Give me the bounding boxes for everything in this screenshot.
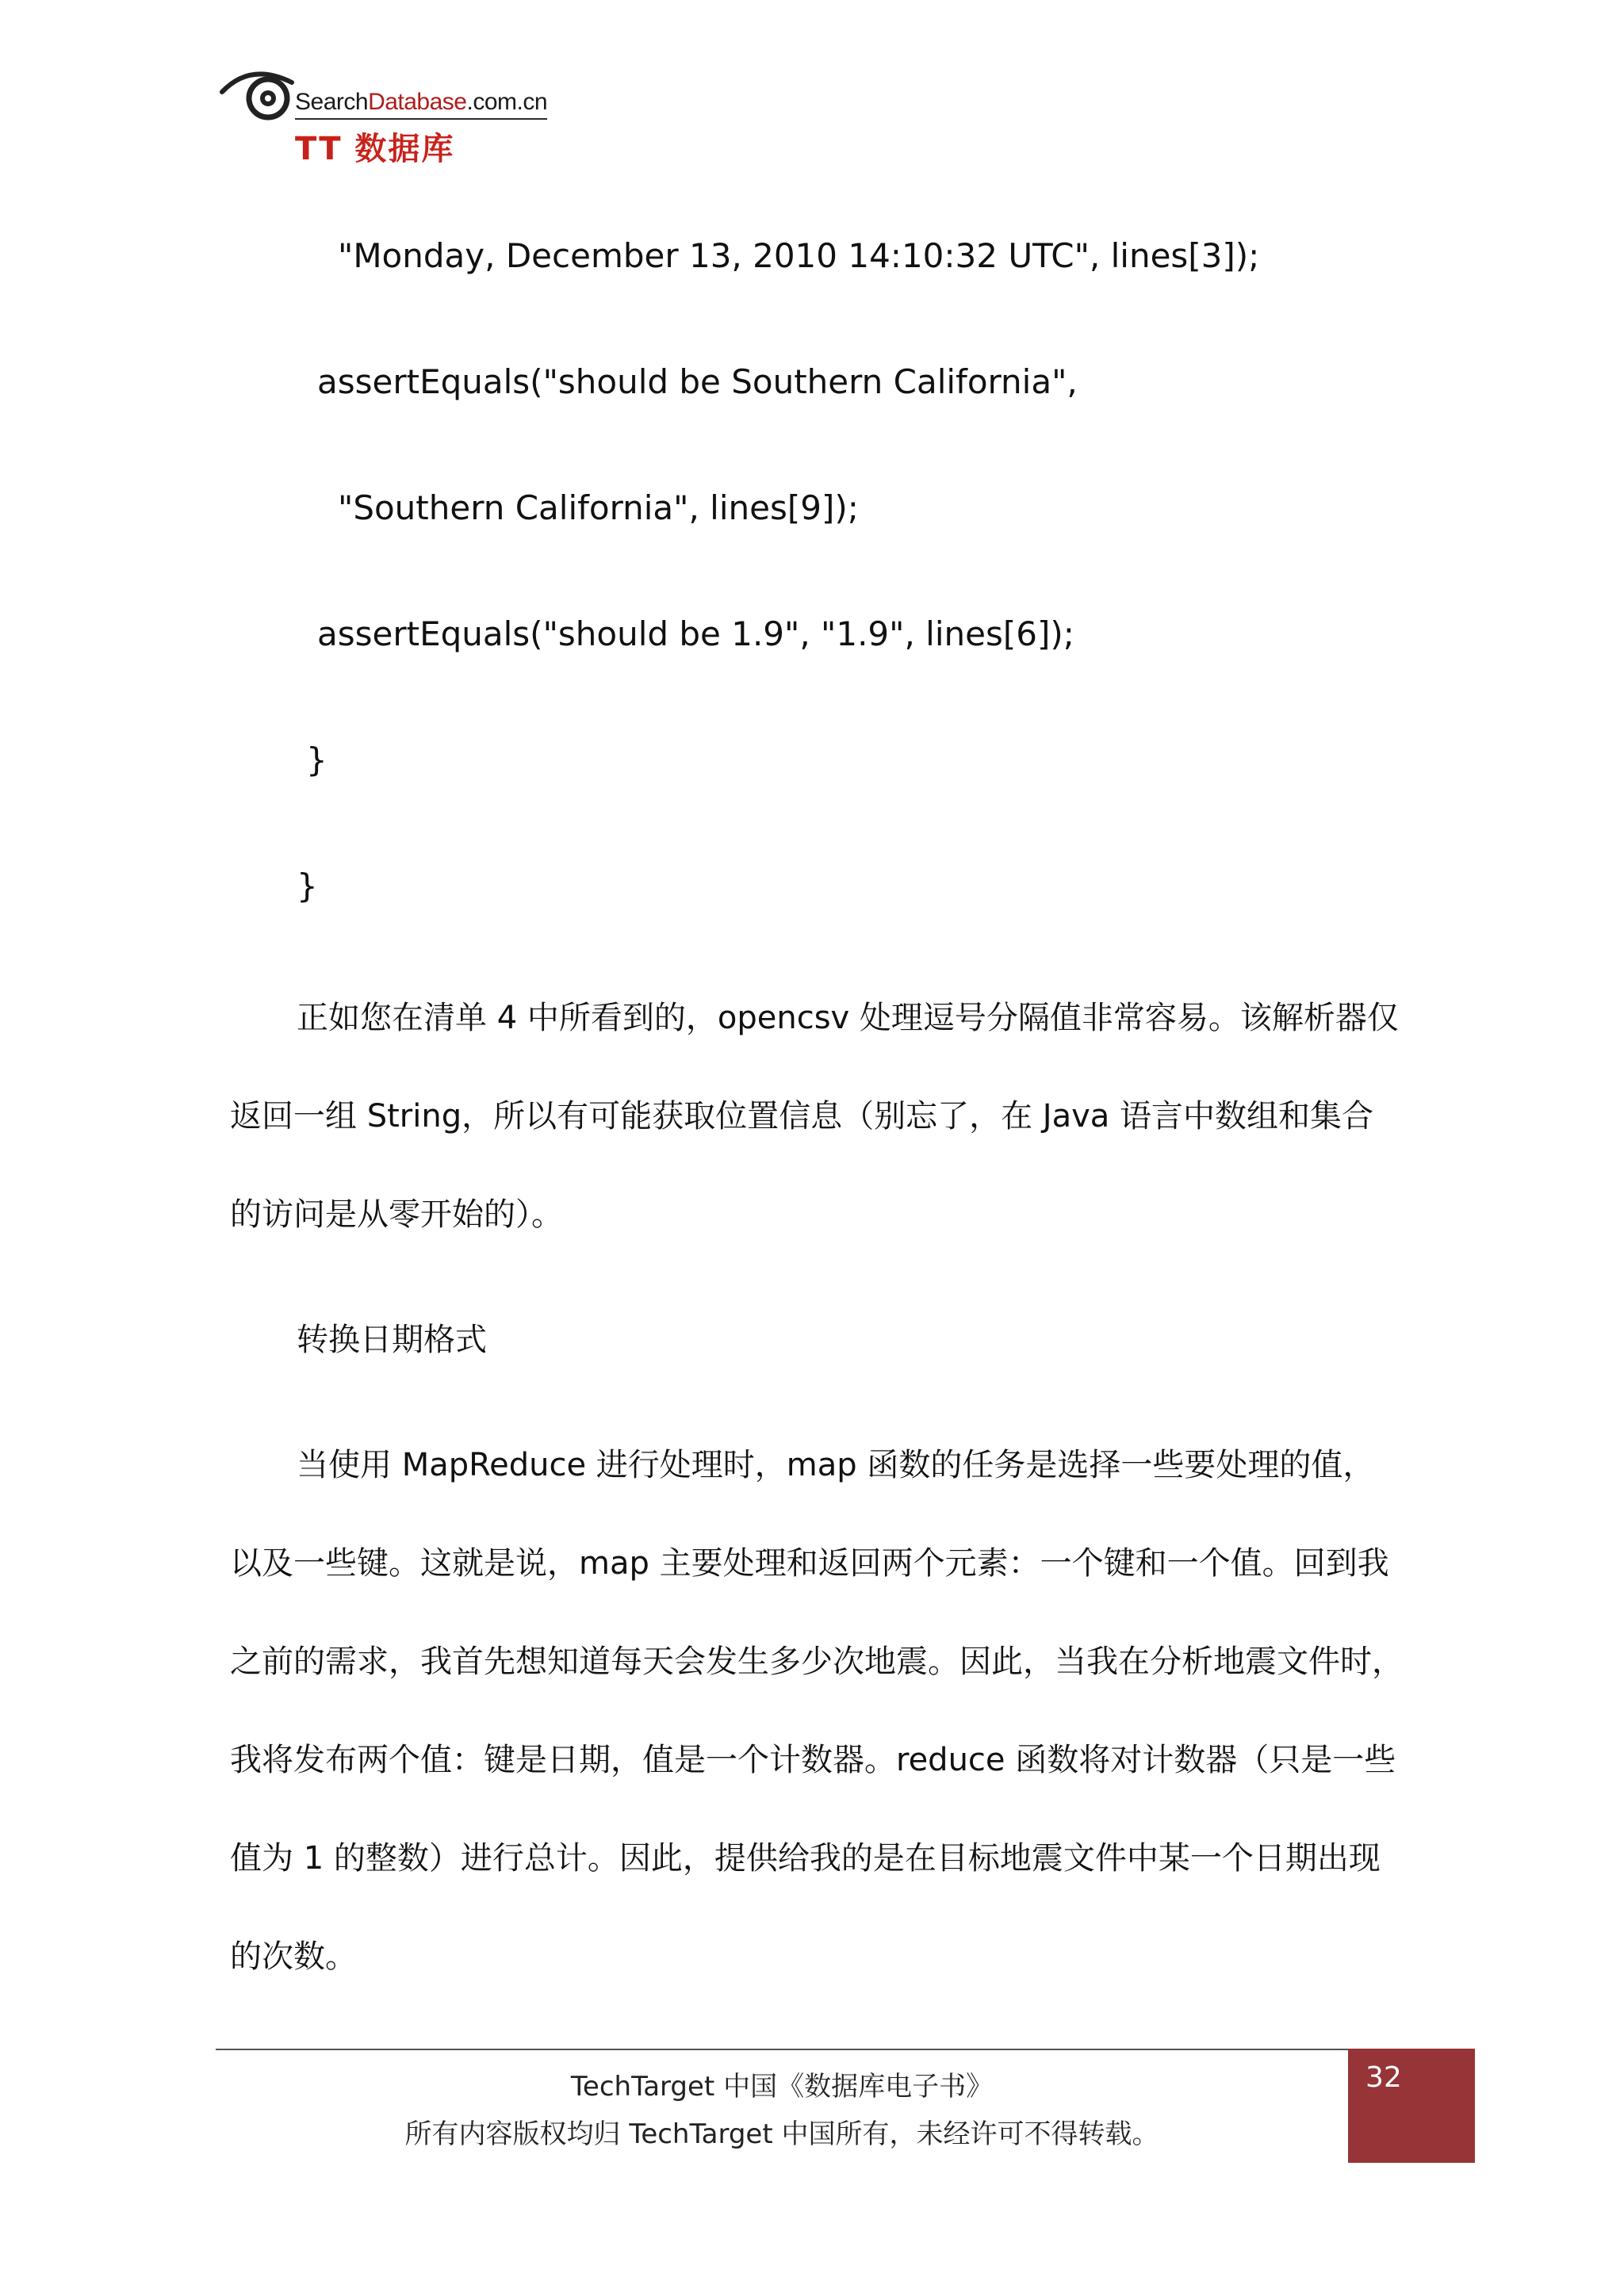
footer-copyright: 所有内容版权均归 TechTarget 中国所有，未经许可不得转载。 [404, 2118, 1159, 2150]
code-line-5: } [306, 740, 327, 779]
code-line-1: "Monday, December 13, 2010 14:10:32 UTC", lines[3]); [338, 236, 1260, 275]
paragraph-line: 值为 1 的整数）进行总计。因此，提供给我的是在目标地震文件中某一个日期出现 [230, 1840, 1381, 1877]
paragraph-line: 的次数。 [230, 1938, 357, 1975]
paragraph-line: 返回一组 String，所以有可能获取位置信息（别忘了，在 Java 语言中数组和集合 [230, 1098, 1374, 1135]
code-line-4: assertEquals("should be 1.9", "1.9", lines[6]); [317, 614, 1074, 653]
code-line-6: } [297, 867, 318, 905]
logo-cn-name: TT 数据库 [295, 131, 455, 167]
code-line-2: assertEquals("should be Southern California", [317, 362, 1078, 401]
footer-title: TechTarget 中国《数据库电子书》 [570, 2071, 994, 2103]
paragraph-line: 当使用 MapReduce 进行处理时，map 函数的任务是选择一些要处理的值， [297, 1447, 1375, 1483]
section-heading: 转换日期格式 [297, 1322, 487, 1358]
code-line-3: "Southern California", lines[9]); [338, 488, 859, 527]
logo-site-name: SearchDatabase.com.cn [295, 89, 548, 115]
page-number-box [1348, 2049, 1475, 2163]
page-number: 32 [1365, 2061, 1402, 2094]
logo-underline [295, 118, 547, 120]
paragraph-line: 之前的需求，我首先想知道每天会发生多少次地震。因此，当我在分析地震文件时， [230, 1644, 1404, 1680]
paragraph-line: 的访问是从零开始的）。 [230, 1196, 563, 1233]
footer-divider [216, 2049, 1348, 2050]
eye-logo-icon [219, 65, 298, 128]
paragraph-line: 正如您在清单 4 中所看到的，opencsv 处理逗号分隔值非常容易。该解析器仅 [297, 1000, 1399, 1036]
paragraph-line: 我将发布两个值：键是日期，值是一个计数器。reduce 函数将对计数器（只是一些 [230, 1742, 1396, 1778]
header-logo [219, 65, 552, 168]
paragraph-line: 以及一些键。这就是说，map 主要处理和返回两个元素：一个键和一个值。回到我 [230, 1545, 1389, 1582]
